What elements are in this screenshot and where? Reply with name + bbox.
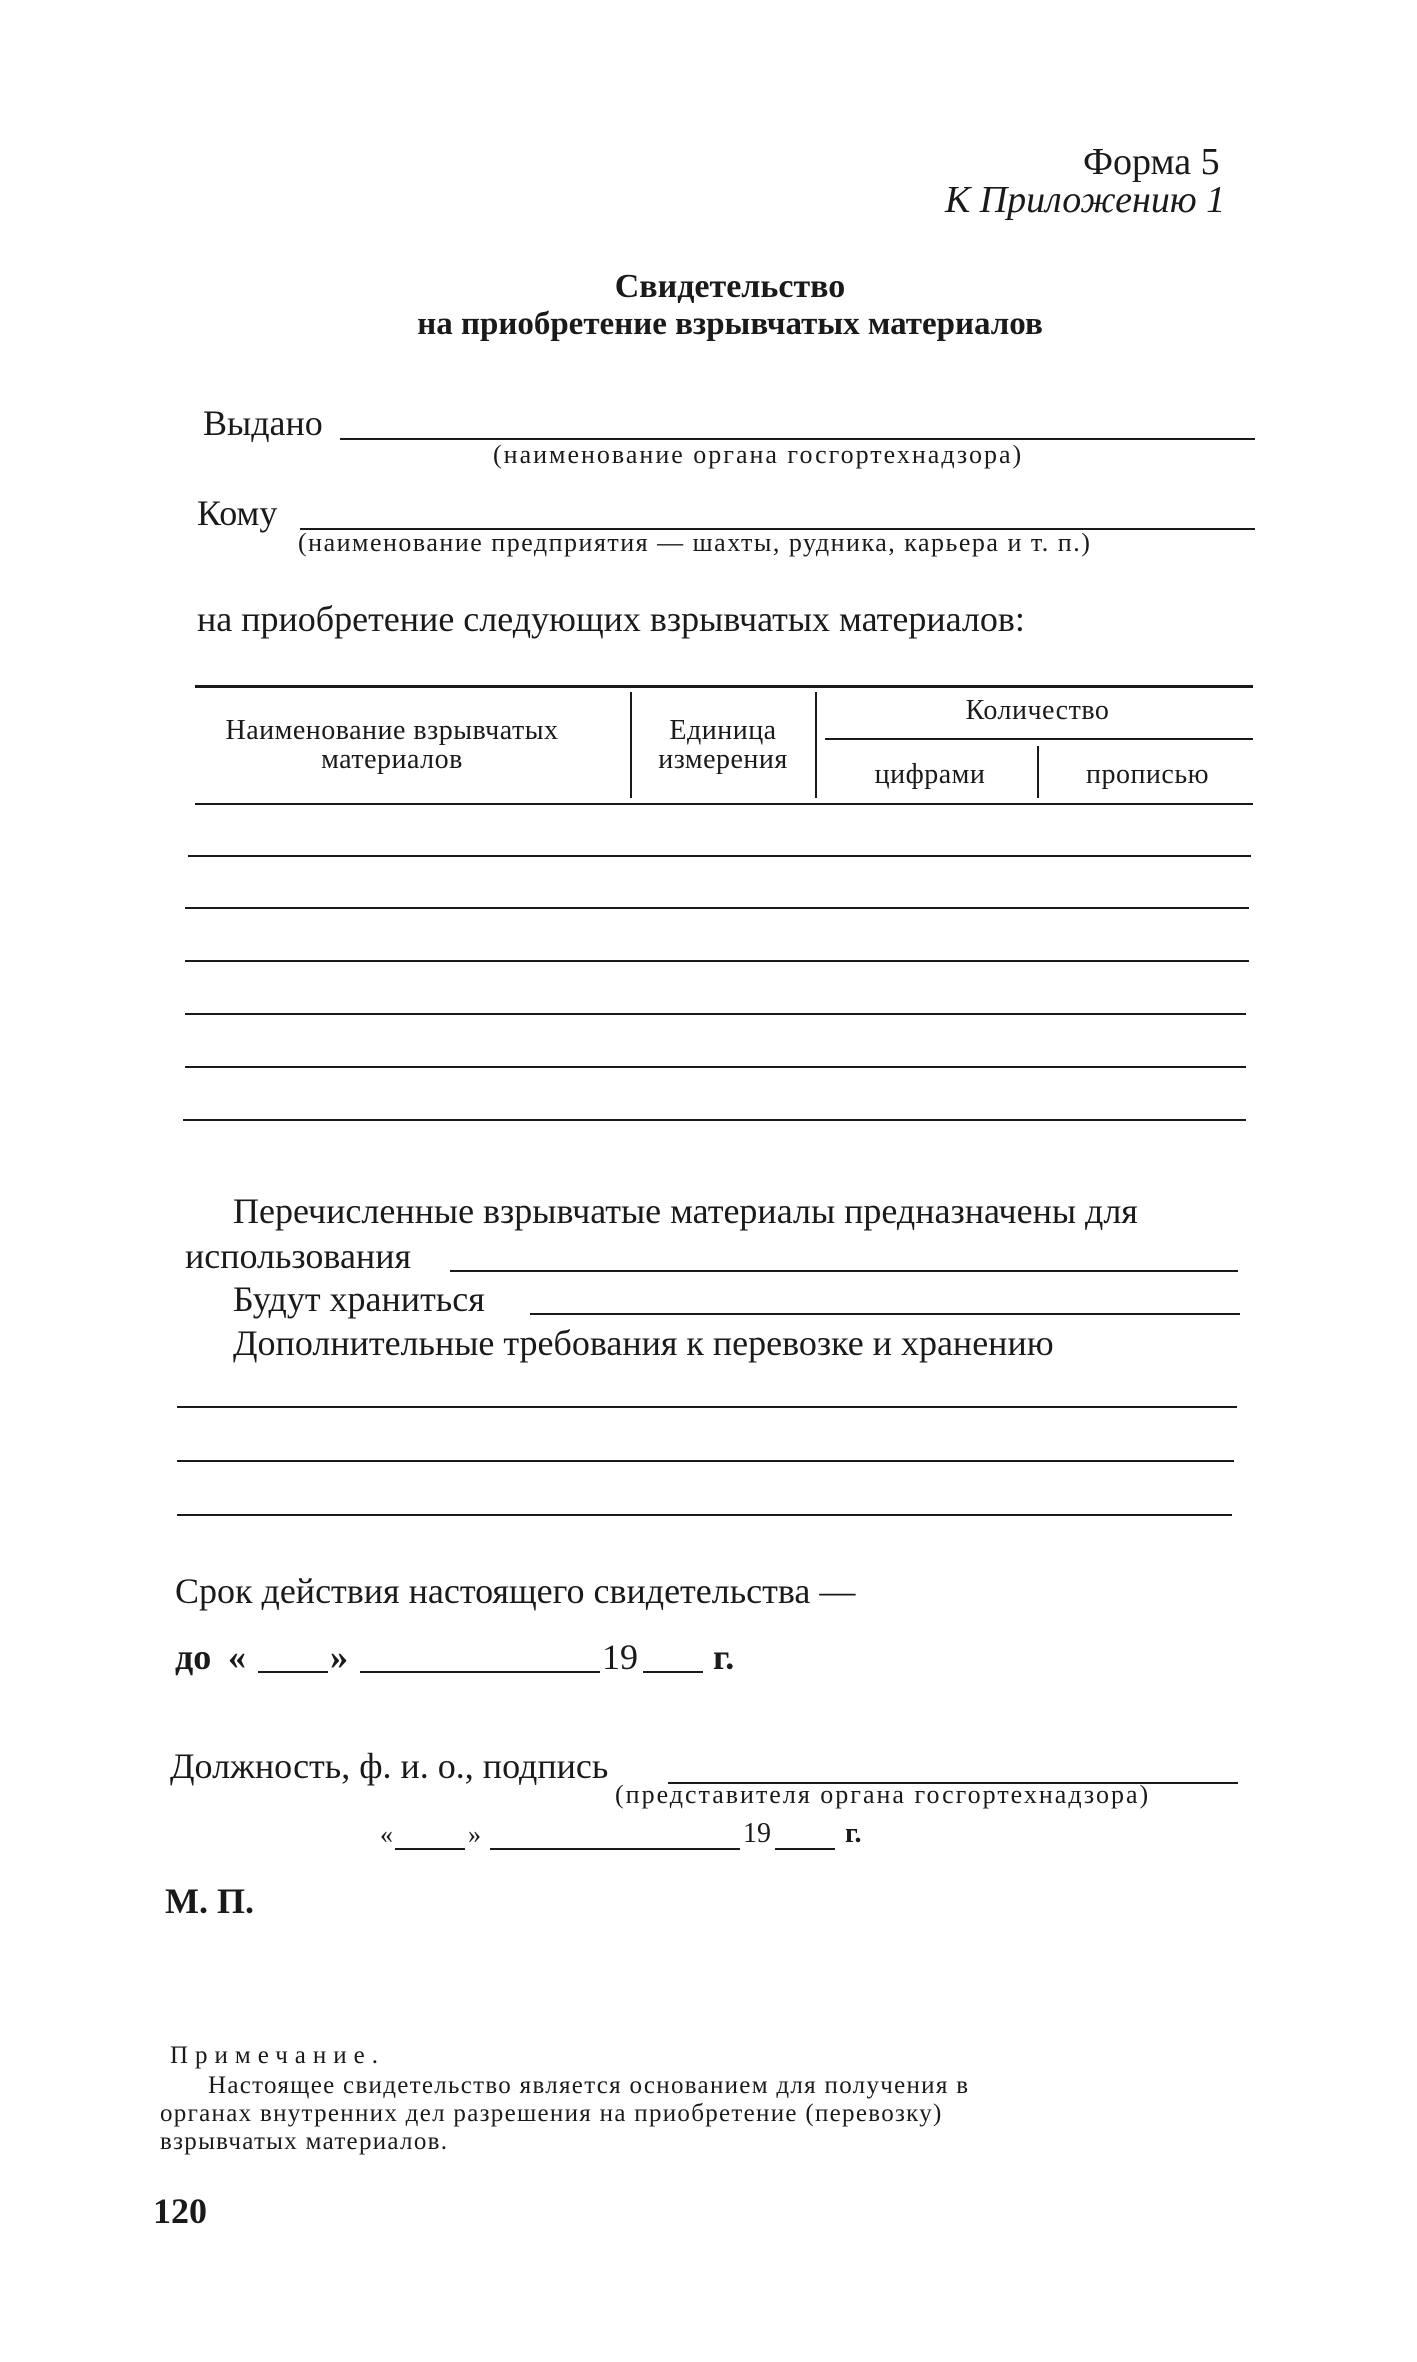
signature-year-suffix: г. xyxy=(845,1818,862,1849)
validity-year-field[interactable] xyxy=(643,1671,703,1673)
validity-quote-open: « xyxy=(228,1637,246,1677)
table-row[interactable] xyxy=(185,907,1249,909)
requirements-line[interactable] xyxy=(177,1460,1234,1462)
table-header-name: Наименование взрывчатых материалов xyxy=(225,715,559,775)
signature-label: Должность, ф. и. о., подпись xyxy=(170,1746,609,1786)
page-number: 120 xyxy=(153,2191,207,2231)
validity-day-field[interactable] xyxy=(258,1671,328,1673)
validity-quote-close: » xyxy=(330,1637,348,1677)
note-line-1: Настоящее свидетельство является основанием для получения в xyxy=(208,2072,970,2099)
signature-day-field[interactable] xyxy=(395,1848,465,1850)
requirements-line[interactable] xyxy=(177,1514,1232,1516)
seal-mark: М. П. xyxy=(165,1881,254,1921)
table-quantity-rule xyxy=(825,738,1253,740)
table-header-bottom-rule xyxy=(195,803,1253,805)
validity-year-suffix: г. xyxy=(713,1637,735,1677)
note-heading: Примечание. xyxy=(170,2042,386,2069)
signature-quote-close: » xyxy=(468,1820,481,1849)
table-header-digits: цифрами xyxy=(874,759,986,790)
materials-intro: на приобретение следующих взрывчатых материалов: xyxy=(197,599,1025,639)
table-divider-3 xyxy=(1037,746,1039,798)
validity-month-field[interactable] xyxy=(360,1671,600,1673)
storage-label: Будут храниться xyxy=(233,1279,485,1319)
table-header-quantity: Количество xyxy=(965,695,1110,726)
table-top-rule xyxy=(195,685,1253,688)
validity-until: до xyxy=(175,1637,212,1677)
validity-year-prefix: 19 xyxy=(602,1637,638,1677)
note-line-2: органах внутренних дел разрешения на приобретение (перевозку) xyxy=(160,2100,943,2127)
table-header-words: прописью xyxy=(1085,759,1210,790)
table-header-unit: Единица измерения xyxy=(658,715,788,775)
requirements-line[interactable] xyxy=(177,1406,1237,1408)
table-divider-1 xyxy=(630,692,632,798)
document-subtitle: на приобретение взрывчатых материалов xyxy=(417,306,1043,342)
issued-label: Выдано xyxy=(203,403,323,443)
issued-caption: (наименование органа госгортехнадзора) xyxy=(493,440,1024,469)
table-divider-2 xyxy=(815,692,817,798)
validity-label: Срок действия настоящего свидетельства — xyxy=(175,1571,856,1611)
table-row[interactable] xyxy=(185,1013,1246,1015)
appendix-label: К Приложению 1 xyxy=(945,179,1226,221)
requirements-label: Дополнительные требования к перевозке и хранению xyxy=(233,1323,1054,1363)
signature-quote-open: « xyxy=(380,1820,393,1849)
usage-label: использования xyxy=(185,1236,412,1276)
signature-year-prefix: 19 xyxy=(743,1818,771,1849)
storage-field[interactable] xyxy=(530,1313,1240,1315)
form-label: Форма 5 xyxy=(1083,141,1220,183)
table-row[interactable] xyxy=(185,960,1249,962)
usage-field[interactable] xyxy=(450,1270,1238,1272)
table-row[interactable] xyxy=(188,855,1251,857)
note-line-3: взрывчатых материалов. xyxy=(160,2128,449,2155)
to-label: Кому xyxy=(197,493,278,533)
table-row[interactable] xyxy=(185,1066,1246,1068)
signature-caption: (представителя органа госгортехнадзора) xyxy=(615,1780,1151,1809)
to-caption: (наименование предприятия — шахты, рудника, карьера и т. п.) xyxy=(298,528,1092,557)
document-title: Свидетельство xyxy=(614,268,846,305)
purpose-text: Перечисленные взрывчатые материалы предназначены для xyxy=(233,1191,1138,1231)
signature-year-field[interactable] xyxy=(775,1848,835,1850)
signature-month-field[interactable] xyxy=(490,1848,740,1850)
table-row[interactable] xyxy=(183,1119,1246,1121)
